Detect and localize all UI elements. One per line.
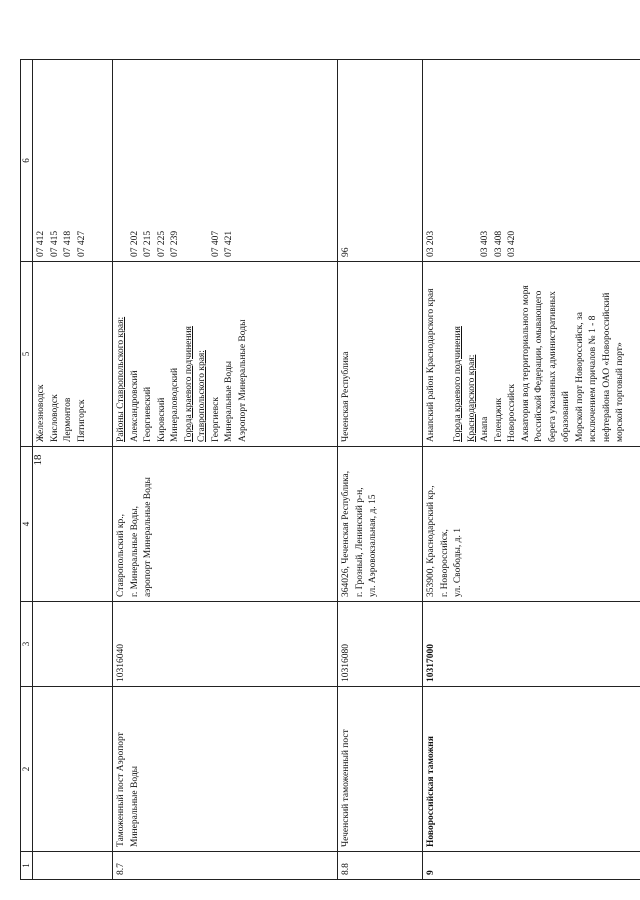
territory-cell-line: Лермонтов xyxy=(63,397,73,442)
territory-cell-line: Железноводск xyxy=(36,384,46,442)
okato-cell-line: 07 407 xyxy=(210,230,221,257)
header-cell: 3 xyxy=(21,602,33,687)
row-number-cell xyxy=(33,852,113,880)
table-row xyxy=(113,60,338,880)
okato-cell xyxy=(338,60,423,262)
okato-cell-line: 07 215 xyxy=(143,230,153,257)
header-cell: 5 xyxy=(21,262,33,447)
office-name-cell xyxy=(33,687,113,852)
office-code-cell xyxy=(33,602,113,687)
territory-cell-line: Российской Федерации, омывающего xyxy=(534,290,544,442)
okato-cell-line: 07 427 xyxy=(76,230,87,257)
territory-cell-line: Акватория вод территориального моря xyxy=(520,285,531,442)
okato-cell-line: 03 408 xyxy=(493,230,504,257)
territory-cell-line: Города краевого подчинения xyxy=(183,326,194,442)
address-cell-line: ул. Свободы, д. 1 xyxy=(453,528,463,597)
office-code-cell: 10316040 xyxy=(113,602,338,687)
okato-cell-line: 07 202 xyxy=(129,230,140,257)
territory-cell-line: Георгиевский xyxy=(143,386,153,442)
okato-cell-line: 07 415 xyxy=(49,230,60,257)
address-cell-line: г. Грозный, Ленинский р-н, xyxy=(354,487,365,597)
okato-cell-line: 03 420 xyxy=(507,230,517,257)
territory-cell-line: образований xyxy=(561,391,571,442)
address-cell xyxy=(33,447,113,602)
territory-cell-line: Кисловодск xyxy=(49,394,60,442)
okato-cell-line xyxy=(439,64,453,257)
territory-cell-line: Анапский район Краснодарского края xyxy=(426,288,436,442)
customs-table xyxy=(20,59,640,880)
header-row xyxy=(21,60,33,880)
territory-cell-line: Георгиевск xyxy=(210,397,221,442)
address-cell-line: Ставропольский кр., xyxy=(116,514,126,597)
okato-cell xyxy=(33,60,113,262)
office-name-cell-line: Чеченский таможенный пост xyxy=(341,729,351,847)
page-number: 18 xyxy=(32,454,44,466)
office-name-cell-line: Новороссийская таможня xyxy=(426,736,436,847)
office-name-cell xyxy=(423,687,640,852)
okato-cell-line: 03 203 xyxy=(426,230,436,257)
office-name-cell-line: Минеральные Воды xyxy=(129,765,140,847)
territory-cell-line: Районы Ставропольского края: xyxy=(116,316,126,442)
territory-cell xyxy=(423,262,640,447)
territory-cell-line: Морской порт Новороссийск, за xyxy=(574,312,585,442)
office-name-cell xyxy=(338,687,423,852)
okato-cell-line: 03 403 xyxy=(480,230,490,257)
okato-cell-line xyxy=(196,64,210,257)
okato-cell-line: 07 421 xyxy=(224,230,234,257)
territory-cell xyxy=(338,262,423,447)
address-cell-line: 353900, Краснодарский кр., xyxy=(426,485,436,597)
address-cell-line: ул. Аэровокзальная, д. 15 xyxy=(368,494,378,597)
okato-cell-line: 96 xyxy=(341,247,351,257)
territory-cell-line: Кировский xyxy=(156,397,167,442)
okato-cell xyxy=(113,60,338,262)
territory-cell-line xyxy=(439,266,453,442)
address-cell-line: г. Новороссийск, xyxy=(439,529,450,597)
address-cell-line: 364026, Чеченская Республика, xyxy=(341,470,351,597)
document-table-wrapper xyxy=(20,60,625,880)
territory-cell-line: исключением причалов № 1 - 8 xyxy=(588,315,598,442)
office-code-cell: 10317000 xyxy=(423,602,640,687)
office-code-cell: 10316080 xyxy=(338,602,423,687)
table-row xyxy=(338,60,423,880)
territory-cell xyxy=(33,262,113,447)
territory-cell-line: Новороссийск xyxy=(507,384,517,442)
territory-cell-line: Анапа xyxy=(480,416,490,442)
territory-cell-line: Александровский xyxy=(129,370,140,442)
okato-cell-line xyxy=(466,64,480,257)
header-cell: 4 xyxy=(21,447,33,602)
territory-cell xyxy=(113,262,338,447)
territory-cell-line: Города краевого подчинения xyxy=(453,326,463,442)
territory-cell-line: Чеченская Республика xyxy=(341,351,351,442)
territory-cell-line: Ставропольского края: xyxy=(197,350,207,442)
office-name-cell-line: Таможенный пост Аэропорт xyxy=(116,732,126,847)
address-cell-line: аэропорт Минеральные Воды xyxy=(143,477,153,597)
okato-cell xyxy=(423,60,640,262)
territory-cell-line: Краснодарского края: xyxy=(466,354,477,442)
okato-cell-line: 07 412 xyxy=(36,230,46,257)
okato-cell-line xyxy=(237,64,251,257)
territory-cell-line: Пятигорск xyxy=(76,399,87,442)
territory-cell-line: нефтерайона ОАО «Новороссийский xyxy=(601,292,612,442)
header-cell: 6 xyxy=(21,60,33,262)
okato-cell-line xyxy=(452,64,466,257)
territory-cell-line: Минераловодский xyxy=(170,367,180,442)
address-cell xyxy=(338,447,423,602)
table-row xyxy=(423,60,640,880)
territory-cell-line: морской торговый порт» xyxy=(615,342,625,442)
address-cell xyxy=(113,447,338,602)
okato-cell-line: 07 225 xyxy=(156,230,167,257)
territory-cell-line: Аэропорт Минеральные Воды xyxy=(237,319,248,442)
territory-cell-line: берега указанных административных xyxy=(547,291,558,442)
table-row xyxy=(33,60,113,880)
address-cell-line: г. Минеральные Воды, xyxy=(129,506,140,597)
okato-cell-line: 07 239 xyxy=(170,230,180,257)
table-body xyxy=(33,60,640,880)
territory-cell-line: Геленджик xyxy=(493,397,504,442)
okato-cell-line: 07 418 xyxy=(63,230,73,257)
office-name-cell xyxy=(113,687,338,852)
row-number-cell: 9 xyxy=(423,852,640,880)
okato-cell-line xyxy=(115,64,129,257)
row-number-cell: 8.8 xyxy=(338,852,423,880)
okato-cell-line xyxy=(183,64,197,257)
header-cell: 1 xyxy=(21,852,33,880)
row-number-cell: 8.7 xyxy=(113,852,338,880)
address-cell xyxy=(423,447,640,602)
header-cell: 2 xyxy=(21,687,33,852)
territory-cell-line: Минеральные Воды xyxy=(224,360,234,442)
